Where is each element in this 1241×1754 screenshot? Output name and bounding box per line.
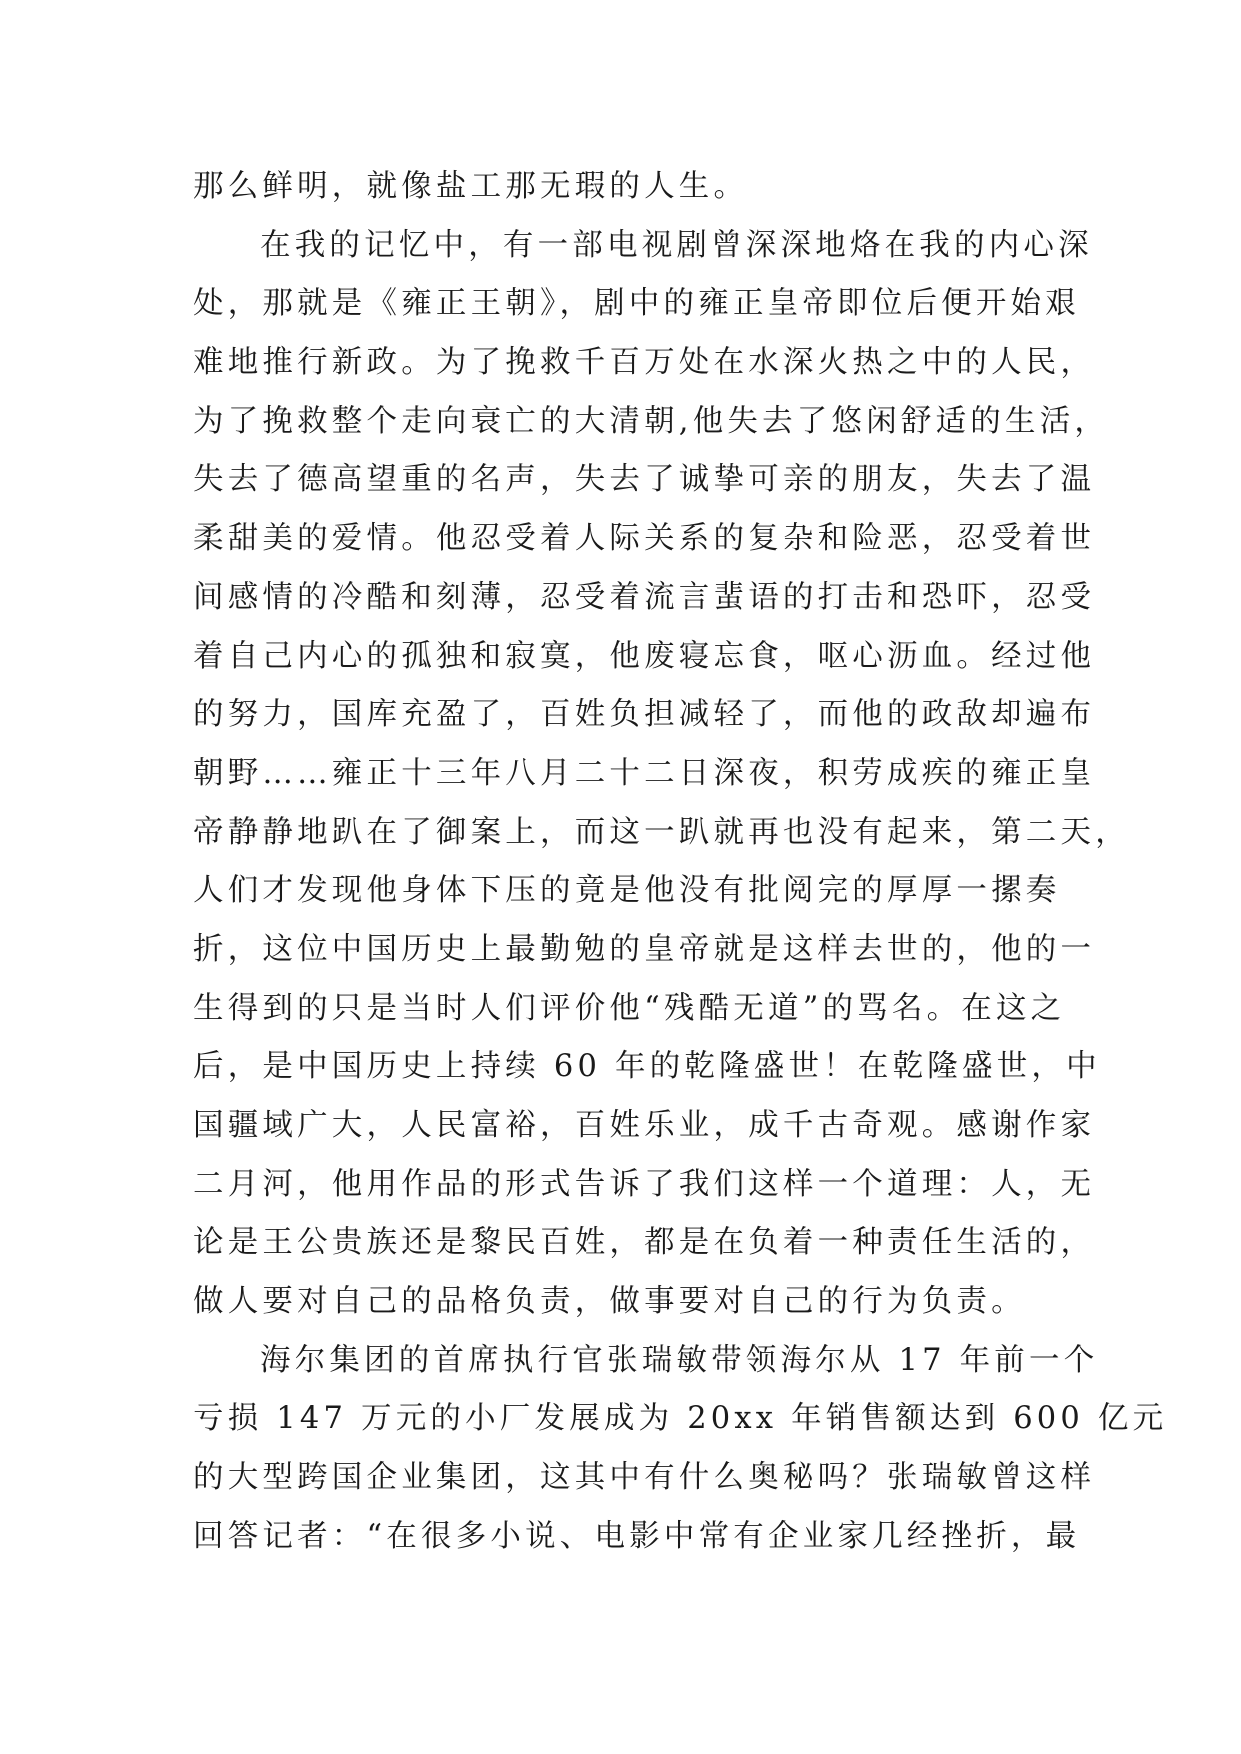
paragraph-start-line: 海尔集团的首席执行官张瑞敏带领海尔从 17 年前一个 [260, 1342, 1099, 1378]
text-line: 回答记者：“在很多小说、电影中常有企业家几经挫折，最 [193, 1518, 1081, 1554]
text-line: 朝野……雍正十三年八月二十二日深夜，积劳成疾的雍正皇 [193, 755, 1096, 791]
text-line: 柔甜美的爱情。他忍受着人际关系的复杂和险恶，忍受着世 [193, 521, 1096, 557]
text-line: 的大型跨国企业集团，这其中有什么奥秘吗？张瑞敏曾这样 [193, 1460, 1096, 1496]
text-line: 论是王公贵族还是黎民百姓，都是在负着一种责任生活的， [193, 1225, 1096, 1261]
text-line: 人们才发现他身体下压的竟是他没有批阅完的厚厚一摞奏 [193, 873, 1061, 909]
body-text [193, 158, 1168, 1567]
text-line: 生得到的只是当时人们评价他“残酷无道”的骂名。在这之 [193, 990, 1066, 1026]
text-line: 折，这位中国历史上最勤勉的皇帝就是这样去世的，他的一 [193, 931, 1096, 967]
text-line: 那么鲜明，就像盐工那无瑕的人生。 [193, 169, 749, 204]
text-line: 为了挽救整个走向衰亡的大清朝,他失去了悠闲舒适的生活， [193, 403, 1110, 439]
paragraph-start-line: 在我的记忆中，有一部电视剧曾深深地烙在我的内心深 [260, 227, 1093, 263]
text-line: 失去了德高望重的名声，失去了诚挚可亲的朋友，失去了温 [193, 462, 1096, 498]
text-line: 亏损 147 万元的小厂发展成为 20xx 年销售额达到 600 亿元 [193, 1401, 1168, 1437]
text-line: 的努力，国库充盈了，百姓负担减轻了，而他的政敌却遍布 [193, 697, 1096, 733]
text-line: 二月河，他用作品的形式告诉了我们这样一个道理：人，无 [193, 1166, 1096, 1202]
text-line: 间感情的冷酷和刻薄，忍受着流言蜚语的打击和恐吓，忍受 [193, 579, 1096, 615]
text-line: 后，是中国历史上持续 60 年的乾隆盛世！在乾隆盛世，中 [193, 1049, 1101, 1085]
text-line: 国疆域广大，人民富裕，百姓乐业，成千古奇观。感谢作家 [193, 1108, 1096, 1143]
text-line: 做人要对自己的品格负责，做事要对自己的行为负责。 [193, 1284, 1026, 1320]
text-line: 难地推行新政。为了挽救千百万处在水深火热之中的人民， [193, 345, 1096, 381]
text-line: 着自己内心的孤独和寂寞，他废寝忘食，呕心沥血。经过他 [193, 638, 1096, 674]
text-line: 处，那就是《雍正王朝》，剧中的雍正皇帝即位后便开始艰 [193, 286, 1080, 322]
text-line: 帝静静地趴在了御案上，而这一趴就再也没有起来，第二天， [193, 814, 1130, 850]
